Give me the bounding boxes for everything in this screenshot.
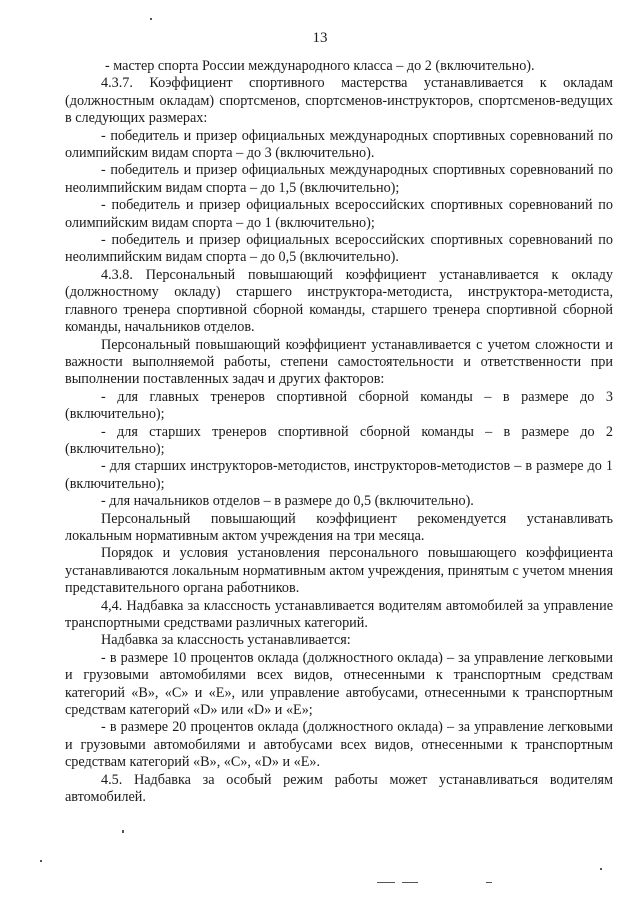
paragraph-16: Надбавка за классность устанавливается: [101,632,351,649]
paragraph-17: - в размере 10 процентов оклада (должностного оклада) – за управление легковыми и грузовыми автомобилями всех видов, отнесенными к транспортным средствам категорий «В», «С» и «Е», или управление автобусами, отнесенными к транспортным средствам категорий «D» или «D» и «Е»; [65,649,613,719]
scan-dash [486,882,492,883]
scan-dash [377,882,395,883]
paragraph-13: Персональный повышающий коэффициент рекомендуется устанавливать локальным нормативным актом учреждения на три месяца. [65,510,613,544]
page-number: 13 [312,30,328,46]
scan-speck [150,18,152,20]
paragraph-7: 4.3.8. Персональный повышающий коэффициент устанавливается к окладу (должностному окладу) старшего инструктора-методиста, инструктора-методиста, главного тренера спортивной сборной команды, старшего тренера спортивной сборной команды, начальников отделов. [65,266,613,336]
document-body [65,58,613,806]
scan-speck [600,868,602,870]
paragraph-15: 4,4. Надбавка за классность устанавливается водителям автомобилей за управление транспортными средствами различных категорий. [65,597,613,631]
paragraph-19: 4.5. Надбавка за особый режим работы может устанавливаться водителям автомобилей. [65,771,613,806]
paragraph-3: - победитель и призер официальных международных спортивных соревнований по олимпийским видам спорта – до 3 (включительно). [65,127,613,162]
paragraph-8: Персональный повышающий коэффициент устанавливается с учетом сложности и важности выполняемой работы, степени самостоятельности и ответственности при выполнении поставленных задач и других факторов: [65,336,613,388]
paragraph-5: - победитель и призер официальных всероссийских спортивных соревнований по олимпийским видам спорта – до 1 (включительно); [65,197,613,231]
paragraph-2: 4.3.7. Коэффициент спортивного мастерства устанавливается к окладам (должностным окладам) спортсменов, спортсменов-инструкторов, спортсменов-ведущих в следующих размерах: [65,75,613,127]
paragraph-10: - для старших тренеров спортивной сборной команды – в размере до 2 (включительно); [65,423,613,457]
paragraph-9: - для главных тренеров спортивной сборной команды – в размере до 3 (включительно); [65,388,613,423]
paragraph-4: - победитель и призер официальных международных спортивных соревнований по неолимпийским видам спорта – до 1,5 (включительно); [65,162,613,196]
paragraph-12: - для начальников отделов – в размере до 0,5 (включительно). [101,493,474,510]
paragraph-18: - в размере 20 процентов оклада (должностного оклада) – за управление легковыми и грузовыми автомобилями и автобусами всех видов, отнесенными к транспортным средствам категорий «В», «С», «D» и «Е». [65,719,613,771]
paragraph-11: - для старших инструкторов-методистов, инструкторов-методистов – в размере до 1 (включительно); [65,458,613,492]
paragraph-6: - победитель и призер официальных всероссийских спортивных соревнований по неолимпийским видам спорта – до 0,5 (включительно). [65,232,613,266]
paragraph-1: - мастер спорта России международного класса – до 2 (включительно). [105,58,535,74]
scan-speck [122,830,124,833]
scan-speck [40,860,42,862]
paragraph-14: Порядок и условия установления персонального повышающего коэффициента устанавливаются локальным нормативным актом учреждения, принятым с учетом мнения представительного органа работников. [65,545,613,597]
scan-dash [402,882,418,883]
